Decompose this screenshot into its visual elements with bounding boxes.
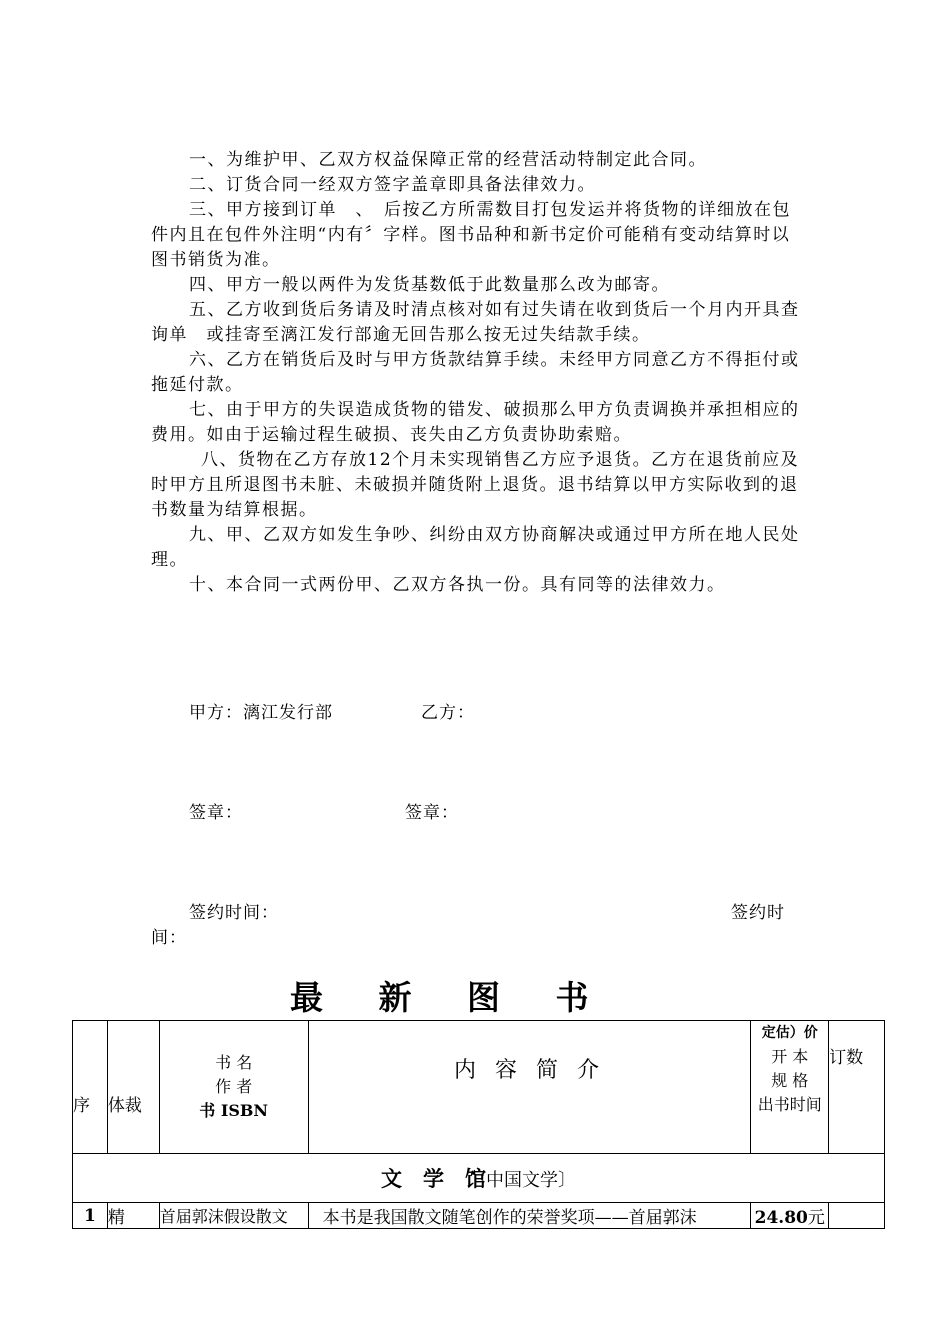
- book-catalog-table: [72, 1020, 885, 1229]
- header-price: 定估）价: [761, 1025, 818, 1041]
- row-price: [751, 1203, 829, 1229]
- clause-6: 六、乙方在销货后及时与甲方货款结算手续。未经甲方同意乙方不得拒付或拖延付款。: [151, 350, 800, 395]
- row-book-name: 首届郭沫假设散文: [159, 1203, 308, 1229]
- clause-7: 七、由于甲方的失误造成货物的错发、破损那么甲方负责调换并承担相应的费用。如由于运输过程生破损、丧失由乙方负责协助索赔。: [151, 400, 800, 445]
- party-b-seal: 签章：: [405, 803, 459, 823]
- party-a-label: 甲方：漓江发行部: [189, 703, 333, 723]
- party-a-date: 签约时间：: [189, 903, 279, 923]
- header-pub-date: 出书时间: [757, 1095, 822, 1114]
- party-b-date-wrap: 间：: [151, 928, 187, 948]
- row-summary: 本书是我国散文随笔创作的荣誉奖项——首届郭沫: [308, 1203, 751, 1229]
- header-format-1: 开 本: [771, 1047, 809, 1066]
- catalog-title: 最 新 图 书: [290, 978, 611, 1017]
- clause-2: 二、订货合同一经双方签字盖章即具备法律效力。: [189, 175, 596, 195]
- party-a-seal: 签章：: [189, 803, 243, 823]
- header-book-info: [159, 1021, 308, 1154]
- header-genre: 体裁: [107, 1021, 159, 1154]
- category-cell: [73, 1154, 885, 1203]
- clause-9: 九、甲、乙双方如发生争吵、纠纷由双方协商解决或通过甲方所在地人民处理。: [151, 525, 800, 570]
- party-b-label: 乙方：: [421, 703, 475, 723]
- header-price-block: [751, 1021, 829, 1154]
- header-author: 作 者: [215, 1077, 253, 1096]
- row-genre: 精: [107, 1203, 159, 1229]
- header-summary: 内 容 简 介: [308, 1021, 751, 1154]
- header-seq: 序: [73, 1021, 108, 1154]
- clause-8: 八、货物在乙方存放12个月未实现销售乙方应予退货。乙方在退货前应及时甲方且所退图书未脏、未破损并随货附上退货。退书结算以甲方实际收到的退书数量为结算根据。: [151, 450, 800, 520]
- contract-clauses: [151, 148, 801, 598]
- row-price-unit: 元: [807, 1208, 825, 1228]
- party-b-date: 签约时: [731, 903, 785, 923]
- category-subtitle: 中国文学〕: [486, 1170, 576, 1191]
- header-order: 订数: [829, 1021, 885, 1154]
- row-order: [829, 1203, 885, 1229]
- clause-3: 三、甲方接到订单 、 后按乙方所需数目打包发运并将货物的详细放在包件内且在包件外注明“内有〞字样。图书品种和新书定价可能稍有变动结算时以图书销货为准。: [151, 200, 791, 270]
- clause-4: 四、甲方一般以两件为发货基数低于此数量那么改为邮寄。: [189, 275, 670, 295]
- category-title: 文 学 馆: [381, 1167, 486, 1191]
- row-price-value: 24.80: [754, 1208, 808, 1228]
- header-isbn: 书 ISBN: [199, 1101, 269, 1120]
- header-book-name: 书 名: [215, 1053, 253, 1072]
- table-row: [73, 1203, 885, 1229]
- row-seq: 1: [73, 1203, 108, 1229]
- header-format-2: 规 格: [771, 1071, 809, 1090]
- table-header-row: [73, 1021, 885, 1154]
- category-row: [73, 1154, 885, 1203]
- clause-5: 五、乙方收到货后务请及时清点核对如有过失请在收到货后一个月内开具查询单 或挂寄至漓江发行部逾无回告那么按无过失结款手续。: [151, 300, 800, 345]
- clause-1: 一、为维护甲、乙双方权益保障正常的经营活动特制定此合同。: [189, 150, 707, 170]
- clause-10: 十、本合同一式两份甲、乙双方各执一份。具有同等的法律效力。: [189, 575, 726, 595]
